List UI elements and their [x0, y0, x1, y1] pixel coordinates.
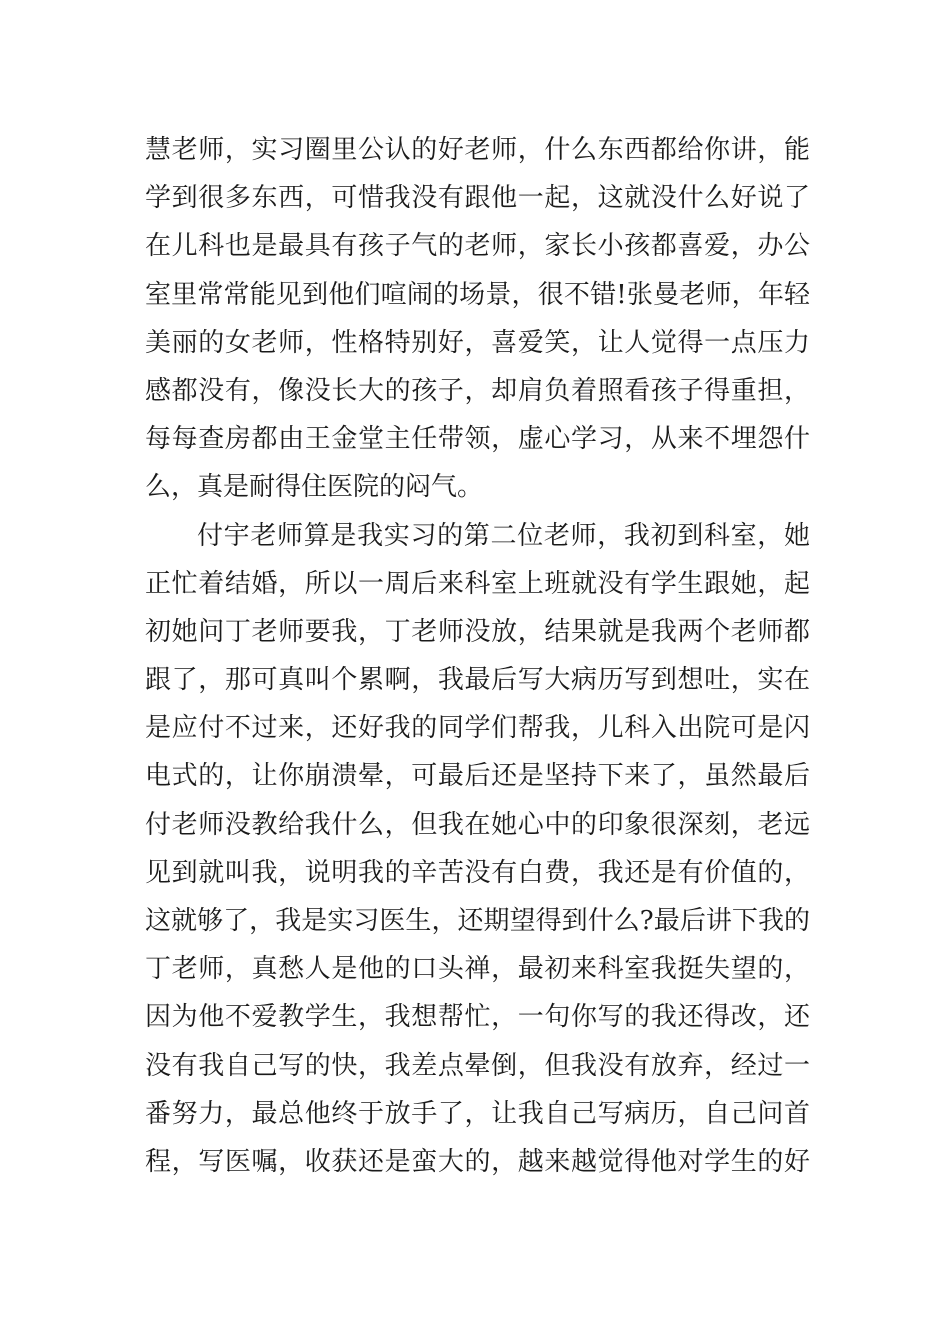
text-line: 跟了，那可真叫个累啊，我最后写大病历写到想吐，实在 — [145, 665, 810, 696]
text-line: 电式的，让你崩溃晕，可最后还是坚持下来了，虽然最后 — [145, 761, 810, 792]
text-line: 每每查房都由王金堂主任带领，虚心学习，从来不埋怨什 — [145, 424, 810, 455]
text-line: 正忙着结婚，所以一周后来科室上班就没有学生跟她，起 — [145, 568, 810, 599]
text-line: 学到很多东西，可惜我没有跟他一起，这就没什么好说了 — [145, 183, 810, 214]
text-line: 室里常常能见到他们喧闹的场景，很不错!张曼老师，年轻 — [145, 279, 810, 310]
text-line: 付老师没教给我什么，但我在她心中的印象很深刻，老远 — [145, 809, 810, 840]
text-line: 程，写医嘱，收获还是蛮大的，越来越觉得他对学生的好 — [145, 1146, 810, 1177]
text-line: 见到就叫我，说明我的辛苦没有白费，我还是有价值的， — [145, 857, 810, 888]
document-body-text — [145, 126, 810, 1186]
text-line: 丁老师，真愁人是他的口头禅，最初来科室我挺失望的， — [145, 954, 810, 985]
text-line: 慧老师，实习圈里公认的好老师，什么东西都给你讲，能 — [145, 135, 810, 165]
text-line: 没有我自己写的快，我差点晕倒，但我没有放弃，经过一 — [145, 1050, 810, 1081]
text-line: 美丽的女老师，性格特别好，喜爱笑，让人觉得一点压力 — [145, 327, 810, 358]
text-line: 这就够了，我是实习医生，还期望得到什么?最后讲下我的 — [145, 906, 810, 936]
text-line: 么，真是耐得住医院的闷气。 — [145, 472, 484, 503]
text-line: 感都没有，像没长大的孩子，却肩负着照看孩子得重担， — [145, 375, 810, 406]
text-line: 是应付不过来，还好我的同学们帮我，儿科入出院可是闪 — [145, 713, 810, 744]
text-line: 付宇老师算是我实习的第二位老师，我初到科室，她 — [197, 520, 810, 551]
text-line: 在儿科也是最具有孩子气的老师，家长小孩都喜爱，办公 — [145, 231, 810, 262]
text-line: 番努力，最总他终于放手了，让我自己写病历，自己问首 — [145, 1098, 810, 1129]
text-line: 初她问丁老师要我，丁老师没放，结果就是我两个老师都 — [145, 616, 810, 647]
text-line: 因为他不爱教学生，我想帮忙，一句你写的我还得改，还 — [145, 1002, 810, 1033]
